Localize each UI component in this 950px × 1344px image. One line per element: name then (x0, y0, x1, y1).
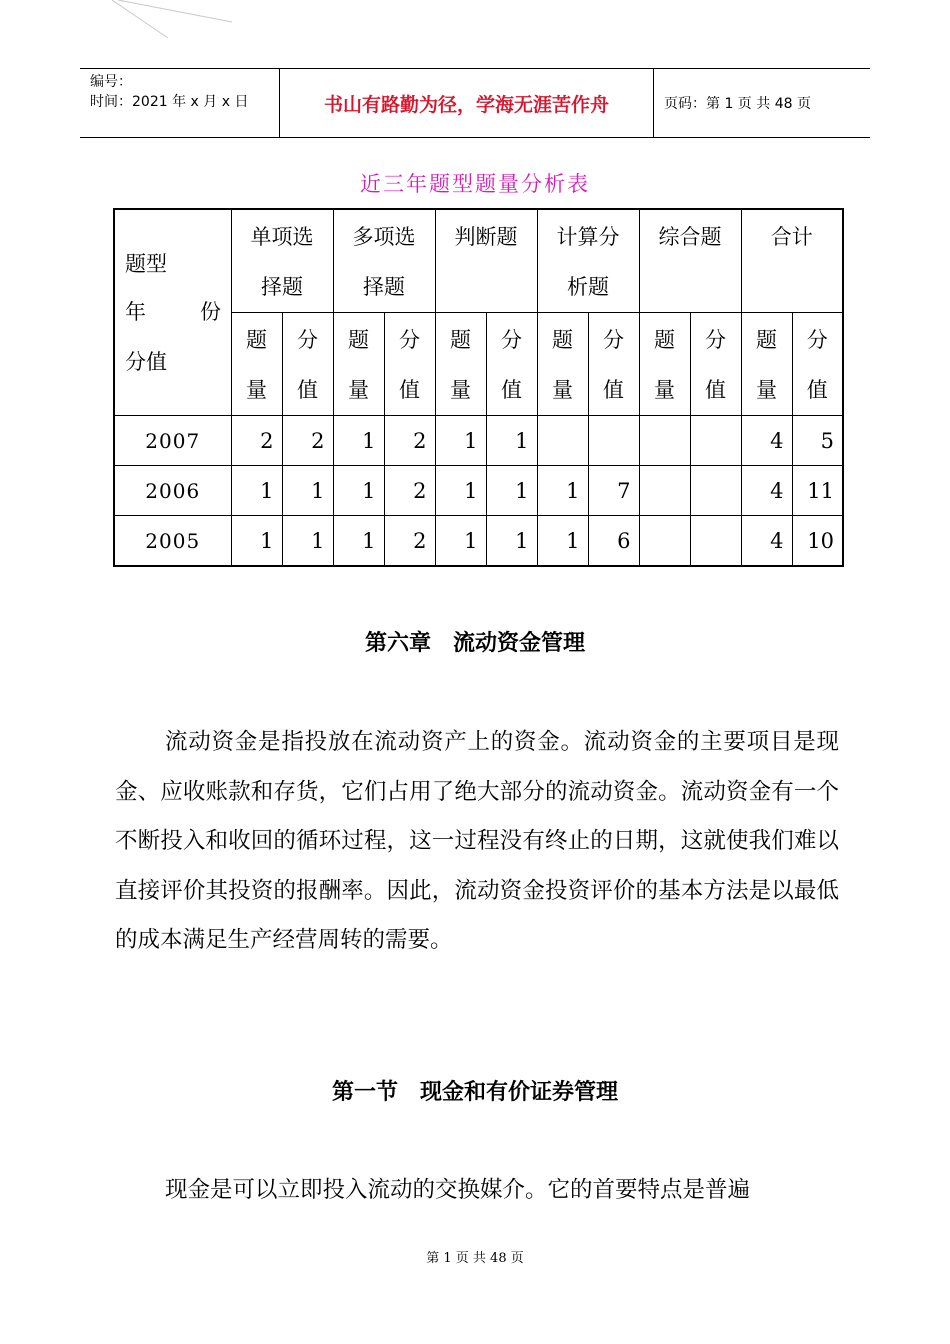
header-motto: 书山有路勤为径，学海无涯苦作舟 (280, 69, 654, 137)
sub-count: 题 量 (537, 313, 588, 416)
sub-score: 分 值 (486, 313, 537, 416)
table-title: 近三年题型题量分析表 (360, 172, 590, 196)
table-cell: 1 (486, 466, 537, 516)
sub-score: 分 值 (282, 313, 333, 416)
group-header-comprehensive: 综合题 (639, 209, 741, 313)
page-footer: 第 1 页 共 48 页 (426, 1251, 524, 1266)
table-cell: 2 (384, 416, 435, 466)
table-cell: 2 (384, 466, 435, 516)
table-cell: 1 (282, 516, 333, 567)
sub-count: 题 量 (231, 313, 282, 416)
table-row (114, 466, 843, 516)
table-cell (639, 516, 690, 567)
sub-score: 分 值 (384, 313, 435, 416)
table-cell (588, 416, 639, 466)
code-label: 编号： (90, 74, 132, 90)
chapter-title: 第六章 流动资金管理 (364, 631, 585, 656)
table-cell (690, 466, 741, 516)
table-cell: 5 (792, 416, 843, 466)
group-header-multi-choice: 多项选 择题 (333, 209, 435, 313)
table-cell: 2 (384, 516, 435, 567)
table-cell: 1 (435, 416, 486, 466)
year-cell: 2006 (114, 466, 231, 516)
table-cell: 1 (333, 516, 384, 567)
date-label: 时间：2021 年 x 月 x 日 (90, 94, 249, 110)
table-cell: 1 (231, 466, 282, 516)
table-cell: 1 (486, 516, 537, 567)
table-cell: 2 (282, 416, 333, 466)
table-cell (537, 416, 588, 466)
section-title: 第一节 现金和有价证券管理 (331, 1080, 618, 1105)
header-page-info: 页码：第 1 页 共 48 页 (664, 96, 811, 112)
table-cell: 10 (792, 516, 843, 567)
group-header-calculation: 计算分 析题 (537, 209, 639, 313)
body-paragraph: 现金是可以立即投入流动的交换媒介。它的首要特点是普遍 (165, 1177, 751, 1203)
table-cell: 1 (435, 466, 486, 516)
table-cell: 1 (537, 466, 588, 516)
table-row (114, 516, 843, 567)
table-cell (639, 416, 690, 466)
table-cell: 4 (741, 416, 792, 466)
table-cell: 7 (588, 466, 639, 516)
group-header-total: 合计 (741, 209, 843, 313)
table-cell: 4 (741, 516, 792, 567)
sub-count: 题 量 (639, 313, 690, 416)
table-cell: 1 (231, 516, 282, 567)
table-cell: 1 (333, 416, 384, 466)
table-cell (639, 466, 690, 516)
table-cell: 6 (588, 516, 639, 567)
question-stats-table (113, 208, 844, 567)
table-cell (690, 416, 741, 466)
sub-score: 分 值 (588, 313, 639, 416)
corner-decoration (0, 0, 240, 50)
corner-label-year: 年 份 (125, 300, 221, 324)
table-cell: 1 (537, 516, 588, 567)
page-header (80, 68, 870, 138)
corner-label-score: 分值 (125, 350, 167, 374)
body-paragraph: 流动资金是指投放在流动资产上的资金。流动资金的主要项目是现金、应收账款和存货，它们占用了绝大部分的流动资金。流动资金有一个不断投入和收回的循环过程，这一过程没有终止的日期，这就使我们难以直接评价其投资的报酬率。因此，流动资金投资评价的基本方法是以最低的成本满足生产经营周转的需要。 (115, 729, 839, 953)
table-cell: 1 (435, 516, 486, 567)
table-row (114, 416, 843, 466)
table-cell: 4 (741, 466, 792, 516)
sub-count: 题 量 (333, 313, 384, 416)
table-cell: 11 (792, 466, 843, 516)
sub-score: 分 值 (690, 313, 741, 416)
header-meta (80, 69, 280, 137)
table-cell: 1 (486, 416, 537, 466)
table-cell: 2 (231, 416, 282, 466)
year-cell: 2007 (114, 416, 231, 466)
group-header-true-false: 判断题 (435, 209, 537, 313)
sub-count: 题 量 (435, 313, 486, 416)
table-cell (690, 516, 741, 567)
sub-score: 分 值 (792, 313, 843, 416)
group-header-single-choice: 单项选 择题 (231, 209, 333, 313)
corner-header-cell (114, 209, 231, 416)
table-cell: 1 (282, 466, 333, 516)
table-cell: 1 (333, 466, 384, 516)
year-cell: 2005 (114, 516, 231, 567)
sub-count: 题 量 (741, 313, 792, 416)
corner-label-type: 题型 (125, 252, 167, 276)
